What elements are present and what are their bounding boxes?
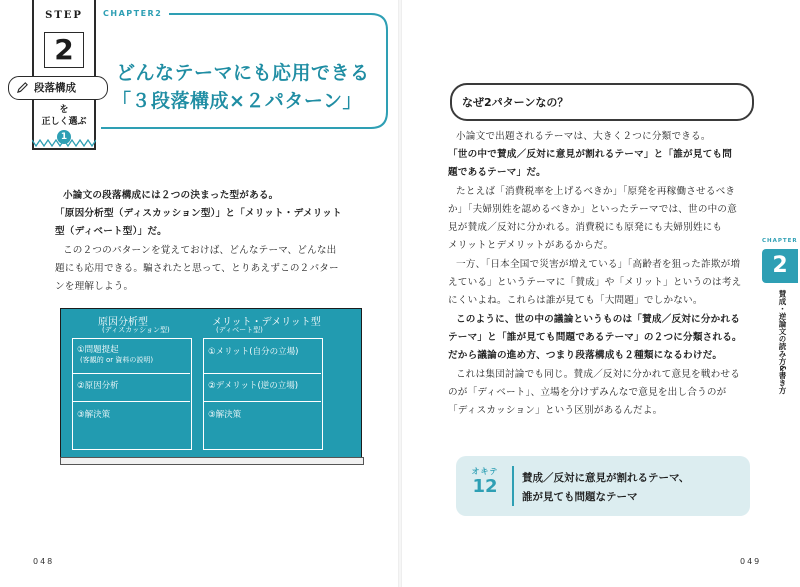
board-left-item-3: ③解決策	[77, 410, 111, 420]
right-line-4: たとえば「消費税率を上げるべきか」「原発を再稼働させるべき	[456, 186, 736, 197]
folio-right: 049	[740, 557, 762, 566]
left-line-3: 型（ディベート型）」だ。	[55, 226, 167, 237]
page-title-line1: どんなテーマにも応用できる	[116, 62, 370, 84]
left-line-6: ンを理解しよう。	[55, 281, 134, 292]
side-chapter-number: 2	[762, 249, 798, 283]
board-right-title: メリット・デメリット型	[212, 317, 321, 328]
side-chapter-label: CHAPTER	[762, 238, 798, 244]
board-right-divider-2	[203, 401, 321, 402]
left-line-5: 題にも応用できる。騙されたと思って、とりあえずこの２パター	[55, 263, 339, 274]
right-line-14: これは集団討論でも同じ。賛成／反対に分かれて意見を戦わせる	[456, 369, 741, 380]
right-line-10: にくいよね。これらは誰が見ても「大問題」でしかない。	[448, 295, 703, 306]
step-pill-label: 段落構成	[34, 82, 76, 94]
right-line-5: か」「夫婦別姓を認めるべきか」といったテーマでは、世の中の意	[448, 204, 738, 215]
board-right-item-1: ①メリット(自分の立場)	[208, 347, 299, 357]
board-right-item-3: ③解決策	[208, 410, 242, 420]
left-line-2: 「原因分析型（ディスカッション型）」と「メリット・デメリット	[55, 208, 342, 219]
right-line-13: だから議論の進め方、つまり段落構成も２種類になるわけだ。	[448, 350, 723, 361]
okite-line2: 誰が見ても問題なテーマ	[522, 491, 638, 503]
okite-badge	[464, 466, 506, 506]
okite-divider	[512, 466, 514, 506]
step-tab	[32, 0, 96, 150]
right-line-3: 題であるテーマ」だ。	[448, 167, 546, 178]
step-pill	[8, 76, 108, 100]
board-left-divider-1	[72, 373, 190, 374]
step-label: STEP	[45, 10, 83, 21]
board-left-divider-2	[72, 401, 190, 402]
right-line-16: 「ディスカッション」という区別があるんだよ。	[448, 405, 663, 416]
right-line-6: 見が賛成／反対に分かれる。消費税にも原発にも夫婦別姓にも	[448, 222, 723, 233]
board-left-item-1-note: (客観的 or 資料の説明)	[80, 356, 154, 364]
board-left-item-1: ①問題提起	[77, 345, 119, 355]
right-line-15: のが「ディベート」、立場を分けずみんなで意見を出し合うのが	[448, 387, 727, 398]
board-left-item-2: ②原因分析	[77, 381, 119, 391]
okite-line1: 賛成／反対に意見が割れるテーマ、	[522, 472, 690, 484]
step-sub-1: を	[59, 105, 69, 115]
question-callout	[450, 83, 754, 121]
zigzag-divider	[32, 138, 96, 150]
pencil-icon	[16, 81, 29, 94]
right-line-8: 一方、「日本全国で災害が増えている」「高齢者を狙った詐欺が増	[456, 259, 741, 270]
left-line-1: 小論文の段落構成には２つの決まった型がある。	[63, 190, 279, 201]
whiteboard-ledge	[60, 457, 364, 465]
left-line-4: この２つのパターンを覚えておけば、どんなテーマ、どんな出	[63, 245, 337, 256]
board-right-subtitle: (ディベート型)	[216, 326, 263, 334]
step-sub-2: 正しく選ぶ	[41, 117, 87, 127]
board-right-divider-1	[203, 373, 321, 374]
folio-left: 048	[33, 557, 55, 566]
step-number: 2	[44, 32, 84, 68]
okite-label: オキテ	[471, 467, 499, 476]
right-line-9: えている」というテーマに「賛成」や「メリット」というのは考え	[448, 277, 742, 288]
question-text: なぜ2パターンなの？	[462, 96, 569, 109]
right-line-2: 「世の中で賛成／反対に意見が割れるテーマ」と「誰が見ても問	[448, 149, 733, 160]
board-left-subtitle: (ディスカッション型)	[102, 326, 170, 334]
step-dot: 1	[57, 130, 71, 144]
okite-number: 12	[472, 476, 498, 497]
book-gutter	[398, 0, 402, 587]
right-line-11: このように、世の中の議論というものは「賛成／反対に分かれる	[456, 314, 741, 325]
right-line-12: テーマ」と「誰が見ても問題であるテーマ」の２つに分類される。	[448, 332, 742, 343]
board-left-title: 原因分析型	[98, 317, 148, 328]
board-right-item-2: ②デメリット(逆の立場)	[208, 381, 299, 391]
right-line-7: メリットとデメリットがあるからだ。	[448, 240, 614, 251]
right-line-1: 小論文で出題されるテーマは、大きく２つに分類できる。	[456, 131, 711, 142]
page-title-line2: 「３段落構成×２パターン」	[112, 90, 363, 112]
chapter-label: CHAPTER2	[103, 9, 163, 18]
side-chapter-text: 賛成・逆論文の読み方&書き方	[778, 290, 787, 395]
